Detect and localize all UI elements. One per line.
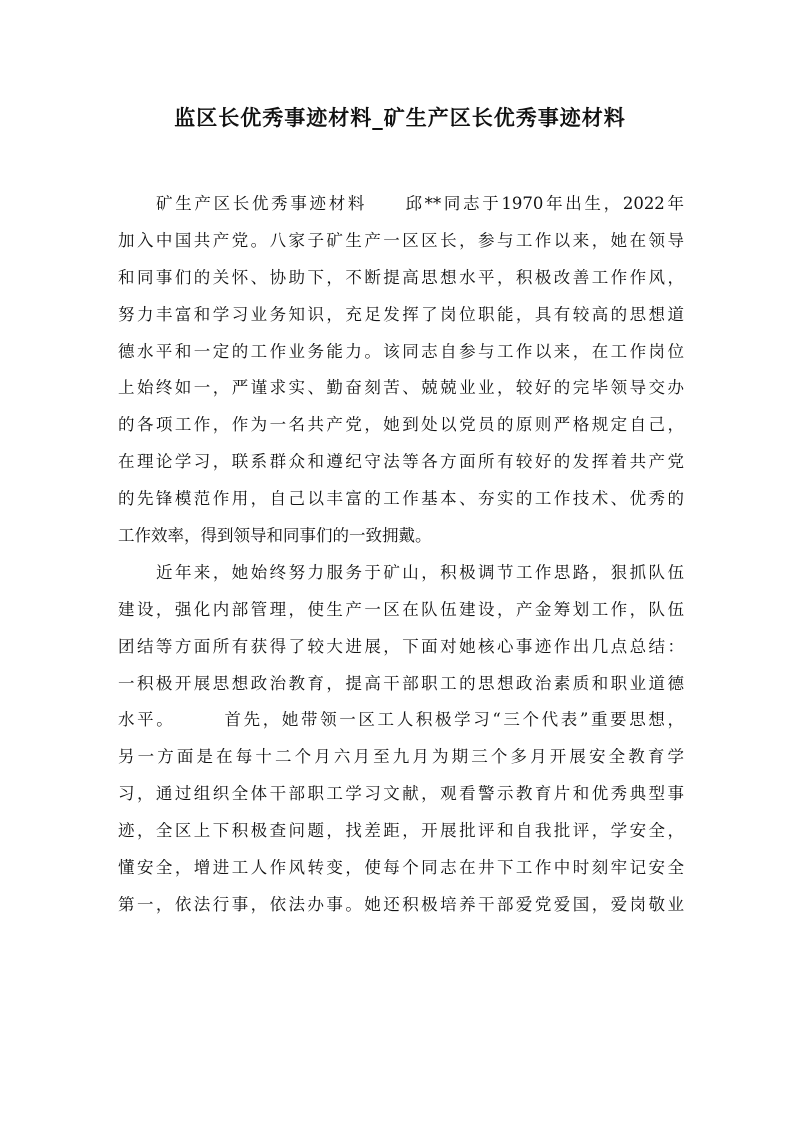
paragraph-line: 矿生产区长优秀事迹材料 邱**同志于1970年出生，2022年 [156, 194, 684, 213]
paragraph-line: 工作效率，得到领导和同事们的一致拥戴。 [118, 526, 432, 546]
paragraph-line: 上始终如一，严谨求实、勤奋刻苦、兢兢业业，较好的完毕领导交办 [118, 378, 684, 398]
paragraph-line: 和同事们的关怀、协助下，不断提高思想水平，积极改善工作作风， [118, 267, 684, 287]
paragraph-line: 迹，全区上下积极查问题，找差距，开展批评和自我批评，学安全， [118, 821, 684, 841]
paragraph-line: 水平。 首先，她带领一区工人积极学习“三个代表”重要思想， [118, 710, 684, 730]
paragraph-line: 习，通过组织全体干部职工学习文献，观看警示教育片和优秀典型事 [118, 784, 684, 804]
paragraph-line: 德水平和一定的工作业务能力。该同志自参与工作以来，在工作岗位 [118, 341, 684, 361]
paragraph-line: 努力丰富和学习业务知识，充足发挥了岗位职能，具有较高的思想道 [118, 304, 684, 324]
paragraph-line: 近年来，她始终努力服务于矿山，积极调节工作思路，狠抓队伍 [156, 562, 684, 582]
paragraph-line: 的先锋模范作用，自己以丰富的工作基本、夯实的工作技术、优秀的 [118, 489, 684, 509]
paragraph-line: 一积极开展思想政治教育，提高干部职工的思想政治素质和职业道德 [118, 673, 684, 693]
paragraph-line: 建设，强化内部管理，使生产一区在队伍建设，产金筹划工作，队伍 [118, 599, 684, 619]
paragraph-line: 另一方面是在每十二个月六月至九月为期三个多月开展安全教育学 [118, 747, 684, 767]
paragraph-line: 在理论学习，联系群众和遵纪守法等各方面所有较好的发挥着共产党 [118, 452, 684, 472]
paragraph-line: 团结等方面所有获得了较大进展，下面对她核心事迹作出几点总结： [118, 636, 684, 656]
paragraph-line: 第一，依法行事，依法办事。她还积极培养干部爱党爱国，爱岗敬业 [118, 894, 684, 914]
paragraph-line: 的各项工作，作为一名共产党，她到处以党员的原则严格规定自己， [118, 415, 684, 435]
document-body [118, 186, 684, 924]
document-title: 监区长优秀事迹材料_矿生产区长优秀事迹材料 [174, 105, 626, 130]
paragraph-line: 懂安全，增进工人作风转变，使每个同志在井下工作中时刻牢记安全 [118, 858, 684, 878]
paragraph-line: 加入中国共产党。八家子矿生产一区区长，参与工作以来，她在领导 [118, 230, 684, 250]
